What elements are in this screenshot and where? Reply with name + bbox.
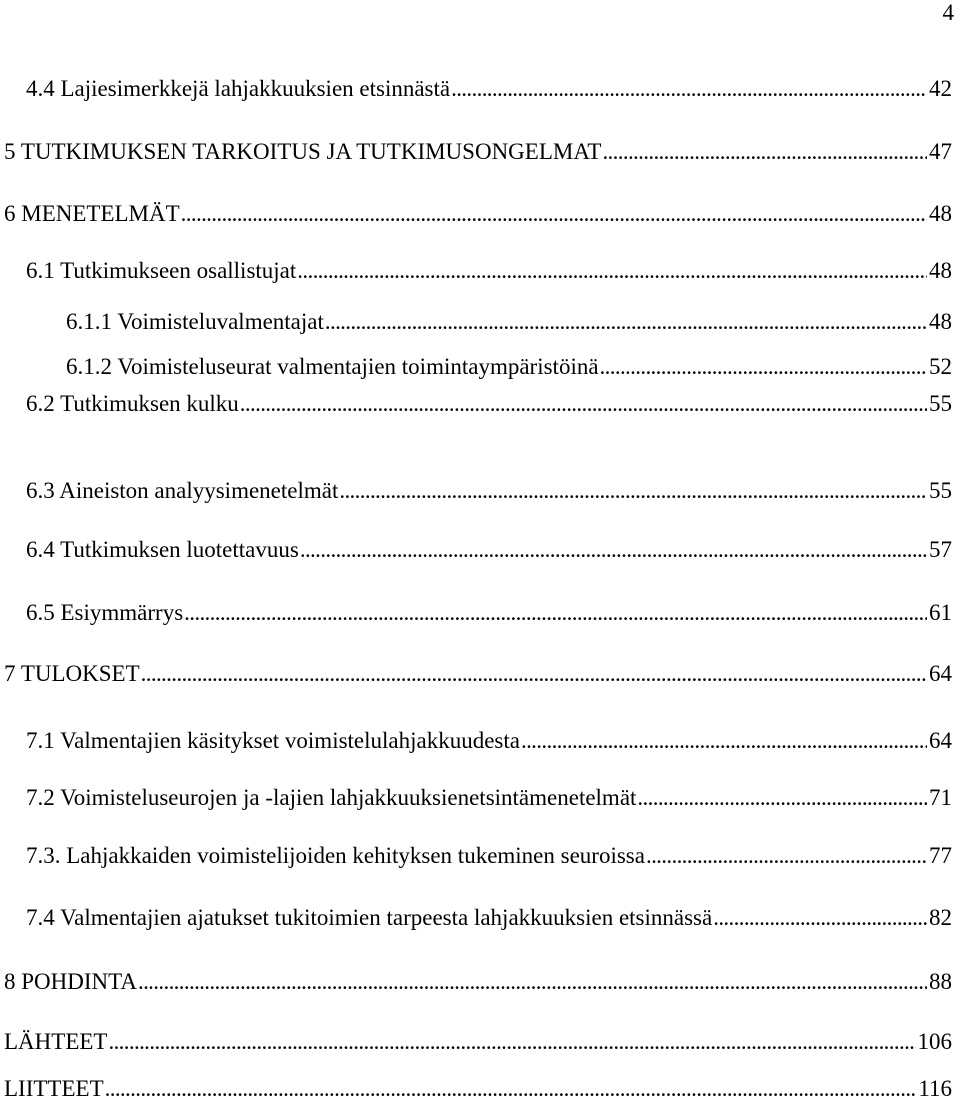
dot-leader xyxy=(637,784,927,812)
dot-leader xyxy=(713,904,927,932)
toc-entry[interactable] xyxy=(26,599,952,627)
dot-leader xyxy=(138,968,927,996)
toc-entry[interactable] xyxy=(4,968,952,996)
toc-entry-title: 6 MENETELMÄT xyxy=(4,201,180,226)
toc-entry-title: 7 TULOKSET xyxy=(4,661,140,686)
toc-entry[interactable] xyxy=(26,75,952,103)
toc-entry[interactable] xyxy=(4,660,952,688)
toc-entry-title: 7.4 Valmentajien ajatukset tukitoimien tarpeesta lahjakkuuksien etsinnässä xyxy=(26,905,713,930)
toc-entry-page: 48 xyxy=(929,309,952,334)
dot-leader xyxy=(602,138,927,166)
page-number: 4 xyxy=(942,0,954,25)
toc-entry[interactable] xyxy=(4,138,952,166)
dot-leader xyxy=(451,75,927,103)
toc-entry-title: 6.2 Tutkimuksen kulku xyxy=(26,391,239,416)
toc-entry-page: 82 xyxy=(929,905,952,930)
dot-leader xyxy=(300,536,927,564)
toc-entry-title: 6.1.1 Voimisteluvalmentajat xyxy=(66,309,324,334)
dot-leader xyxy=(108,1028,915,1056)
toc-entry-title: LIITTEET xyxy=(4,1076,104,1101)
toc-entry[interactable] xyxy=(26,784,952,812)
toc-entry-title: 6.3 Aineiston analyysimenetelmät xyxy=(26,478,339,503)
toc-entry-title: 6.1.2 Voimisteluseurat valmentajien toimintaympäristöinä xyxy=(66,354,599,379)
toc-entry-page: 52 xyxy=(929,354,952,379)
toc-entry-page: 57 xyxy=(929,537,952,562)
toc-entry-title: 7.2 Voimisteluseurojen ja -lajien lahjakkuuksienetsintämenetelmät xyxy=(26,785,637,810)
toc-entry[interactable] xyxy=(26,842,952,870)
toc-entry[interactable] xyxy=(26,390,952,418)
dot-leader xyxy=(600,353,927,381)
dot-leader xyxy=(325,308,927,336)
toc-entry-page: 106 xyxy=(917,1029,952,1054)
toc-entry-page: 47 xyxy=(929,139,952,164)
dot-leader xyxy=(339,477,927,505)
toc-entry[interactable] xyxy=(66,308,952,336)
toc-entry[interactable] xyxy=(26,727,952,755)
dot-leader xyxy=(521,727,927,755)
dot-leader xyxy=(105,1075,917,1103)
toc-entry-page: 55 xyxy=(929,391,952,416)
toc-entry[interactable] xyxy=(4,1075,952,1103)
toc-entry-page: 77 xyxy=(929,843,952,868)
dot-leader xyxy=(184,599,927,627)
toc-entry-title: LÄHTEET xyxy=(4,1029,108,1054)
toc-entry-title: 7.3. Lahjakkaiden voimistelijoiden kehityksen tukeminen seuroissa xyxy=(26,843,645,868)
toc-entry[interactable] xyxy=(4,200,952,228)
dot-leader xyxy=(646,842,927,870)
toc-entry-page: 64 xyxy=(929,728,952,753)
toc-entry-title: 7.1 Valmentajien käsitykset voimistelulahjakkuudesta xyxy=(26,728,520,753)
dot-leader xyxy=(141,660,927,688)
toc-entry-title: 4.4 Lajiesimerkkejä lahjakkuuksien etsinnästä xyxy=(26,76,451,101)
dot-leader xyxy=(181,200,927,228)
dot-leader xyxy=(297,257,927,285)
toc-entry[interactable] xyxy=(26,536,952,564)
toc-entry-page: 48 xyxy=(929,201,952,226)
dot-leader xyxy=(240,390,927,418)
toc-entry-title: 6.1 Tutkimukseen osallistujat xyxy=(26,258,297,283)
toc-entry[interactable] xyxy=(66,353,952,381)
toc-entry-page: 61 xyxy=(929,600,952,625)
toc-entry-title: 6.5 Esiymmärrys xyxy=(26,600,184,625)
toc-entry[interactable] xyxy=(26,904,952,932)
toc-entry-title: 8 POHDINTA xyxy=(4,969,137,994)
toc-entry-title: 5 TUTKIMUKSEN TARKOITUS JA TUTKIMUSONGELMAT xyxy=(4,139,602,164)
toc-entry[interactable] xyxy=(4,1028,952,1056)
toc-entry-title: 6.4 Tutkimuksen luotettavuus xyxy=(26,537,299,562)
toc-entry[interactable] xyxy=(26,257,952,285)
toc-entry-page: 116 xyxy=(918,1076,952,1101)
toc-entry-page: 71 xyxy=(929,785,952,810)
toc-entry-page: 55 xyxy=(929,478,952,503)
toc-entry-page: 88 xyxy=(929,969,952,994)
toc-entry-page: 64 xyxy=(929,661,952,686)
toc-entry-page: 48 xyxy=(929,258,952,283)
toc-entry[interactable] xyxy=(26,477,952,505)
toc-entry-page: 42 xyxy=(929,76,952,101)
